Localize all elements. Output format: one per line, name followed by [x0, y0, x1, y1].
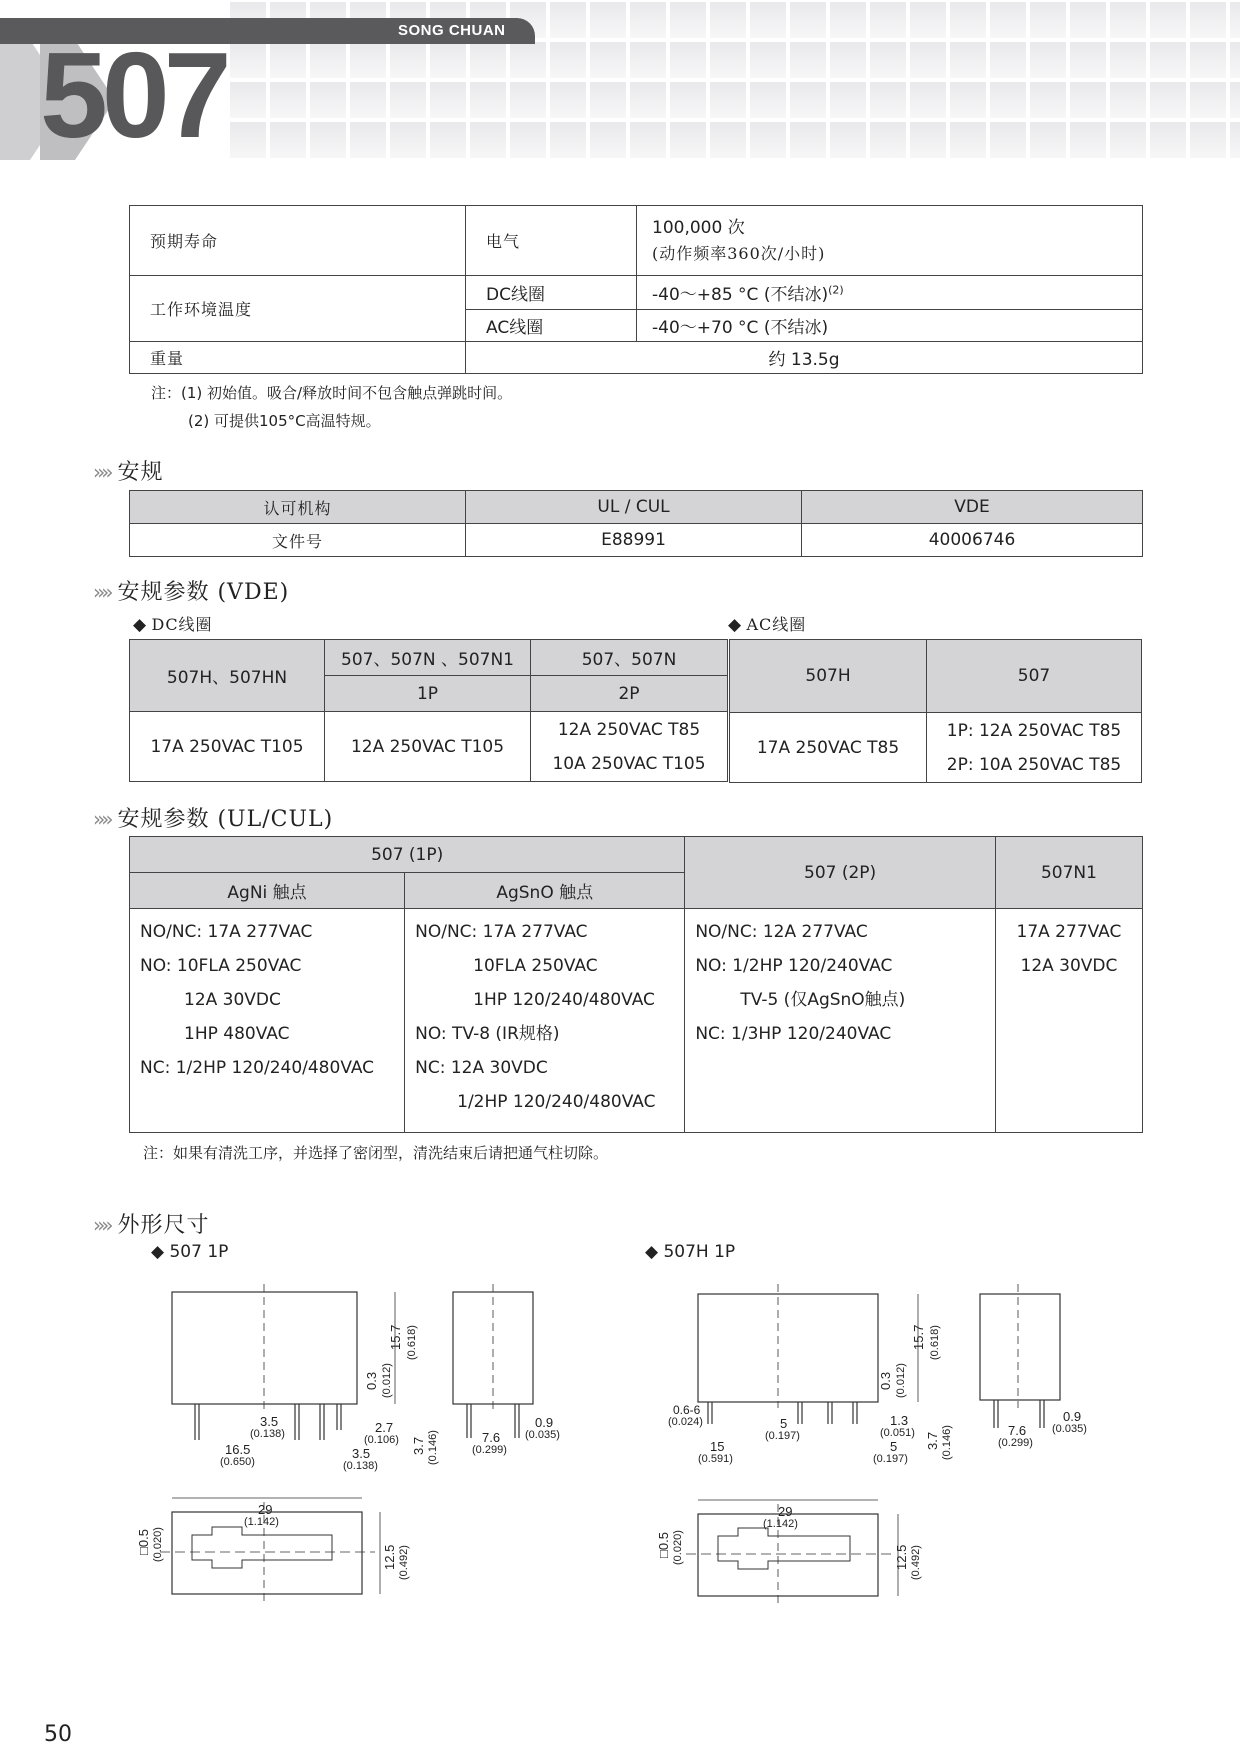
vde-dc-subheading: ◆ DC线圈 [133, 615, 213, 635]
header-grid-cell [470, 122, 506, 158]
header-grid-cell [630, 2, 666, 38]
dim-0-9-inch: (0.035) [1052, 1423, 1087, 1435]
model-number-title: 507 [40, 27, 226, 163]
note-1: 注：(1) 初始值。吸合/释放时间不包含触点弹跳时间。 [151, 384, 513, 402]
safety-title: 安规 [117, 460, 164, 485]
vde-dc-h1: 507H、507HN [130, 640, 325, 712]
header-grid-cell [1230, 82, 1240, 118]
header-grid-cell [590, 42, 626, 78]
ul-2p-line: TV-5 (仅AgSnO触点) [740, 990, 906, 1010]
dims-section-heading [93, 1208, 210, 1239]
header-grid-cell [1190, 122, 1226, 158]
header-grid-cell [990, 82, 1026, 118]
dim-7-6: 7.6 [482, 1430, 501, 1445]
dims-title: 外形尺寸 [117, 1213, 210, 1238]
header-grid-cell [590, 2, 626, 38]
ac-temp-value: -40～+70 °C (不结冰) [637, 310, 1143, 342]
vde-ac-h2: 507 [927, 640, 1142, 713]
dc-coil-label: DC线圈 [466, 276, 637, 310]
header-grid-cell [390, 42, 426, 78]
dim-15: 15 [710, 1439, 725, 1454]
header-grid-cell [750, 2, 786, 38]
dim-7-6-inch: (0.299) [998, 1437, 1033, 1449]
header-grid-cell [950, 42, 986, 78]
dim-0-3: 0.3 [878, 1371, 893, 1390]
header-grid-cell [270, 122, 306, 158]
dim-0-3: 0.3 [364, 1371, 379, 1390]
header-grid-cell [670, 82, 706, 118]
ul-n1-line: 12A 30VDC [1020, 956, 1118, 976]
header-grid-cell [1190, 42, 1226, 78]
dc-temp-cell [637, 276, 1143, 310]
header-grid-cell [390, 122, 426, 158]
header-grid-cell [790, 82, 826, 118]
ul-n1-cell [995, 909, 1142, 1133]
dim-12-5-inch: (0.492) [910, 1545, 922, 1580]
header-grid-cell [1070, 42, 1106, 78]
dim-29: 29 [258, 1502, 273, 1517]
dim-0-9-inch: (0.035) [525, 1429, 560, 1441]
ul-agni-cell [130, 909, 405, 1133]
header-grid-cell [710, 82, 746, 118]
relay-side-view [698, 1294, 878, 1402]
header-grid-cell [1070, 122, 1106, 158]
temp-label: 工作环境温度 [130, 276, 466, 342]
vde-dc-v3 [531, 712, 728, 782]
note-2: (2) 可提供105°C高温特规。 [188, 412, 381, 430]
header-grid-cell [1070, 2, 1106, 38]
header-grid-cell [350, 42, 386, 78]
dim-0-5: □0.5 [656, 1532, 671, 1558]
header-grid-cell [550, 122, 586, 158]
dim-0-9: 0.9 [1063, 1409, 1082, 1424]
header-grid-cell [590, 122, 626, 158]
header-grid-cell [750, 42, 786, 78]
dim-3-7: 3.7 [925, 1431, 940, 1450]
header-grid-cell [910, 122, 946, 158]
dims-right-subheading: ◆ 507H 1P [645, 1242, 736, 1262]
dims-left-label: 507 1P [169, 1242, 229, 1262]
dim-7-6: 7.6 [1008, 1423, 1027, 1438]
header-grid-cell [870, 42, 906, 78]
ul-agsno-line: NO/NC: 17A 277VAC [415, 922, 588, 942]
life-type: 电气 [466, 206, 637, 276]
vde-dc-label: DC线圈 [151, 615, 213, 634]
dim-3-5b-inch: (0.138) [343, 1460, 378, 1472]
header-grid-cell [1030, 2, 1066, 38]
header-grid-cell [230, 42, 266, 78]
dim-0-3-inch: (0.012) [895, 1363, 907, 1398]
ul-agni-line: 12A 30VDC [184, 990, 281, 1010]
vde-ac-table [729, 639, 1142, 783]
chevron-icon: »» [93, 580, 110, 604]
ul-agsno-line: 10FLA 250VAC [473, 956, 598, 976]
header-grid-cell [990, 42, 1026, 78]
vde-dc-h3: 507、507N [531, 640, 728, 676]
safety-header-vde: VDE [802, 491, 1143, 524]
header-grid-cell [630, 82, 666, 118]
header-grid-cell [990, 122, 1026, 158]
dim-1-3: 1.3 [890, 1413, 909, 1428]
dim-15-7: 15.7 [911, 1324, 926, 1350]
ul-agni-line: 1HP 480VAC [184, 1024, 290, 1044]
header-grid-cell [1190, 2, 1226, 38]
header-grid-cell [270, 82, 306, 118]
header-grid-cell [950, 82, 986, 118]
header-grid-cell [1150, 42, 1186, 78]
header-grid-cell [310, 122, 346, 158]
ul-h-2p: 507 (2P) [685, 837, 996, 909]
header-grid-cell [910, 42, 946, 78]
header-grid-cell [870, 82, 906, 118]
header-grid-cell [430, 82, 466, 118]
dim-0-6-6-inch: (0.024) [668, 1416, 703, 1428]
header-grid-cell [830, 42, 866, 78]
header-grid-cell [350, 122, 386, 158]
vde-ac-subheading: ◆ AC线圈 [728, 615, 807, 635]
vde-dc-v2: 12A 250VAC T105 [325, 712, 531, 782]
vde-ac-v2b: 2P: 10A 250VAC T85 [946, 754, 1122, 775]
header-grid-cell [710, 2, 746, 38]
ul-h-agni: AgNi 触点 [130, 873, 405, 909]
vde-dc-v1: 17A 250VAC T105 [130, 712, 325, 782]
header-grid-cell [750, 82, 786, 118]
dim-1-3-inch: (0.051) [880, 1427, 915, 1439]
safety-section-heading [93, 455, 164, 486]
header-grid-cell [1230, 2, 1240, 38]
header-grid-cell [870, 2, 906, 38]
header-grid-cell [390, 82, 426, 118]
header-grid-cell [1150, 2, 1186, 38]
header-grid-cell [1110, 42, 1146, 78]
dim-0-6-6: 0.6-6 [673, 1403, 701, 1417]
header-grid-cell [1030, 122, 1066, 158]
dim-2-7: 2.7 [375, 1420, 394, 1435]
header-grid-cell [1030, 42, 1066, 78]
relay-end-view [980, 1294, 1060, 1400]
header-grid-cell [270, 42, 306, 78]
header-grid-cell [1190, 82, 1226, 118]
dim-3-5b: 3.5 [352, 1446, 371, 1461]
header-grid-cell [1110, 2, 1146, 38]
relay-side-view [172, 1292, 357, 1404]
header-grid-cell [910, 2, 946, 38]
ul-2p-line: NO/NC: 12A 277VAC [695, 922, 868, 942]
header-grid-cell [950, 2, 986, 38]
dim-12-5: 12.5 [382, 1544, 397, 1570]
header-grid-cell [510, 122, 546, 158]
vde-title: 安规参数 (VDE) [117, 580, 290, 605]
dim-16-5-inch: (0.650) [220, 1456, 255, 1468]
dim-5b-inch: (0.197) [873, 1453, 908, 1465]
relay-end-view [453, 1292, 533, 1404]
ul-2p-cell [685, 909, 996, 1133]
dim-5-inch: (0.197) [765, 1430, 800, 1442]
ul-n1-line: 17A 277VAC [1016, 922, 1122, 942]
header-grid-cell [430, 122, 466, 158]
ul-agsno-line: 1HP 120/240/480VAC [473, 990, 655, 1010]
header-grid-cell [1110, 122, 1146, 158]
header-grid-cell [1230, 42, 1240, 78]
header-grid-cell [550, 82, 586, 118]
header-grid-cell [830, 82, 866, 118]
vde-dc-v3b: 10A 250VAC T105 [552, 753, 706, 774]
dim-5: 5 [780, 1416, 788, 1431]
header-grid-cell [1150, 122, 1186, 158]
drawing-507-1p [136, 1280, 570, 1640]
weight-value: 约 13.5g [466, 342, 1143, 374]
ul-h-n1: 507N1 [995, 837, 1142, 909]
dim-15-7: 15.7 [388, 1324, 403, 1350]
safety-header-agency: 认可机构 [130, 491, 466, 524]
ul-h-1p: 507 (1P) [130, 837, 685, 873]
header-grid-cell [510, 82, 546, 118]
vde-ac-v2a: 1P: 12A 250VAC T85 [946, 720, 1122, 741]
dim-0-5-inch: (0.020) [672, 1530, 684, 1565]
vde-ac-v2 [927, 713, 1142, 783]
brand-name: SONG CHUAN [398, 22, 506, 39]
header-grid-cell [630, 42, 666, 78]
chevron-icon: »» [93, 460, 110, 484]
ul-note: 注：如果有清洗工序，并选择了密闭型，清洗结束后请把通气柱切除。 [143, 1144, 609, 1162]
dim-0-5-inch: (0.020) [152, 1527, 164, 1562]
dim-3-5-inch: (0.138) [250, 1428, 285, 1440]
header-grid-cell [790, 2, 826, 38]
header-grid-cell [350, 82, 386, 118]
vde-ac-v1: 17A 250VAC T85 [730, 713, 927, 783]
dim-15-7-inch: (0.618) [929, 1325, 941, 1360]
dims-left-subheading: ◆ 507 1P [151, 1242, 229, 1262]
dim-2-7-inch: (0.106) [364, 1434, 399, 1446]
spec-table [129, 205, 1143, 374]
dc-temp-sup: (2) [828, 283, 844, 297]
dim-12-5: 12.5 [894, 1544, 909, 1570]
dim-3-7-inch: (0.146) [427, 1430, 439, 1465]
vde-dc-h2b: 1P [325, 676, 531, 712]
safety-header-ul: UL / CUL [466, 491, 802, 524]
dim-3-5: 3.5 [260, 1414, 279, 1429]
ul-agsno-line: NC: 12A 30VDC [415, 1058, 548, 1078]
page-number: 50 [44, 1722, 72, 1747]
chevron-icon: »» [93, 807, 110, 831]
header-grid-cell [670, 122, 706, 158]
header-grid-cell [310, 42, 346, 78]
vde-dc-v3a: 12A 250VAC T85 [557, 719, 701, 740]
ul-2p-line: NO: 1/2HP 120/240VAC [695, 956, 893, 976]
header-grid-cell [430, 42, 466, 78]
dim-0-5: □0.5 [136, 1529, 151, 1555]
header-grid-cell [1030, 82, 1066, 118]
ul-agsno-line: 1/2HP 120/240/480VAC [457, 1092, 656, 1112]
ul-title: 安规参数 (UL/CUL) [117, 807, 334, 832]
safety-table [129, 490, 1143, 557]
header-grid-cell [790, 122, 826, 158]
chevron-icon: »» [93, 1213, 110, 1237]
header-grid-cell [950, 122, 986, 158]
header-grid-cell [470, 42, 506, 78]
vde-dc-table [129, 639, 728, 782]
header-grid-cell [830, 2, 866, 38]
ul-agni-line: NC: 1/2HP 120/240/480VAC [140, 1058, 375, 1078]
header-grid-cell [510, 42, 546, 78]
ul-agni-line: NO/NC: 17A 277VAC [140, 922, 313, 942]
header-grid-cell [550, 42, 586, 78]
dims-right-label: 507H 1P [663, 1242, 736, 1262]
header-grid-cell [590, 82, 626, 118]
header-grid-cell [1110, 82, 1146, 118]
vde-dc-h2: 507、507N 、507N1 [325, 640, 531, 676]
header-grid-cell [1150, 82, 1186, 118]
dim-29: 29 [778, 1504, 793, 1519]
dim-0-9: 0.9 [535, 1415, 554, 1430]
header-grid-cell [710, 122, 746, 158]
header-grid-cell [630, 122, 666, 158]
header-grid-cell [230, 82, 266, 118]
header-grid-cell [310, 82, 346, 118]
dc-temp-value: -40～+85 °C (不结冰) [652, 285, 829, 305]
dim-7-6-inch: (0.299) [472, 1444, 507, 1456]
dim-29-inch: (1.142) [763, 1518, 798, 1530]
header-grid-cell [1070, 82, 1106, 118]
header-grid-cell [990, 2, 1026, 38]
header-grid-cell [870, 122, 906, 158]
dim-12-5-inch: (0.492) [398, 1545, 410, 1580]
header-grid-cell [670, 2, 706, 38]
safety-ul-file: E88991 [466, 524, 802, 557]
dim-3-7: 3.7 [411, 1436, 426, 1455]
header-grid-cell [470, 82, 506, 118]
safety-vde-file: 40006746 [802, 524, 1143, 557]
header-grid-cell [670, 42, 706, 78]
drawing-507h-1p [656, 1280, 1098, 1640]
header-grid-cell [1230, 122, 1240, 158]
header-grid-cell [910, 82, 946, 118]
dim-5b: 5 [890, 1439, 898, 1454]
ul-agsno-cell [405, 909, 685, 1133]
life-label: 预期寿命 [130, 206, 466, 276]
ul-table [129, 836, 1143, 1133]
ul-2p-line: NC: 1/3HP 120/240VAC [695, 1024, 892, 1044]
ul-agsno-line: NO: TV-8 (IR规格) [415, 1024, 560, 1044]
dim-0-3-inch: (0.012) [381, 1363, 393, 1398]
life-note: (动作频率360次/小时) [652, 243, 826, 263]
vde-section-heading [93, 575, 289, 606]
dim-16-5: 16.5 [225, 1442, 251, 1457]
life-value-cell [637, 206, 1143, 276]
dim-3-7-inch: (0.146) [941, 1425, 953, 1460]
header-grid-cell [230, 122, 266, 158]
dim-15-7-inch: (0.618) [406, 1325, 418, 1360]
dim-15-inch: (0.591) [698, 1453, 733, 1465]
header-grid-cell [710, 42, 746, 78]
life-value: 100,000 次 [652, 217, 745, 238]
header-grid-cell [790, 42, 826, 78]
dim-29-inch: (1.142) [244, 1516, 279, 1528]
safety-file-label: 文件号 [130, 524, 466, 557]
vde-ac-h1: 507H [730, 640, 927, 713]
ul-h-agsno: AgSnO 触点 [405, 873, 685, 909]
vde-ac-label: AC线圈 [746, 615, 807, 634]
ul-section-heading [93, 802, 333, 833]
header-grid-cell [550, 2, 586, 38]
weight-label: 重量 [130, 342, 466, 374]
header-grid-cell [750, 122, 786, 158]
header-grid-cell [830, 122, 866, 158]
ul-agni-line: NO: 10FLA 250VAC [140, 956, 302, 976]
ac-coil-label: AC线圈 [466, 310, 637, 342]
vde-dc-h3b: 2P [531, 676, 728, 712]
